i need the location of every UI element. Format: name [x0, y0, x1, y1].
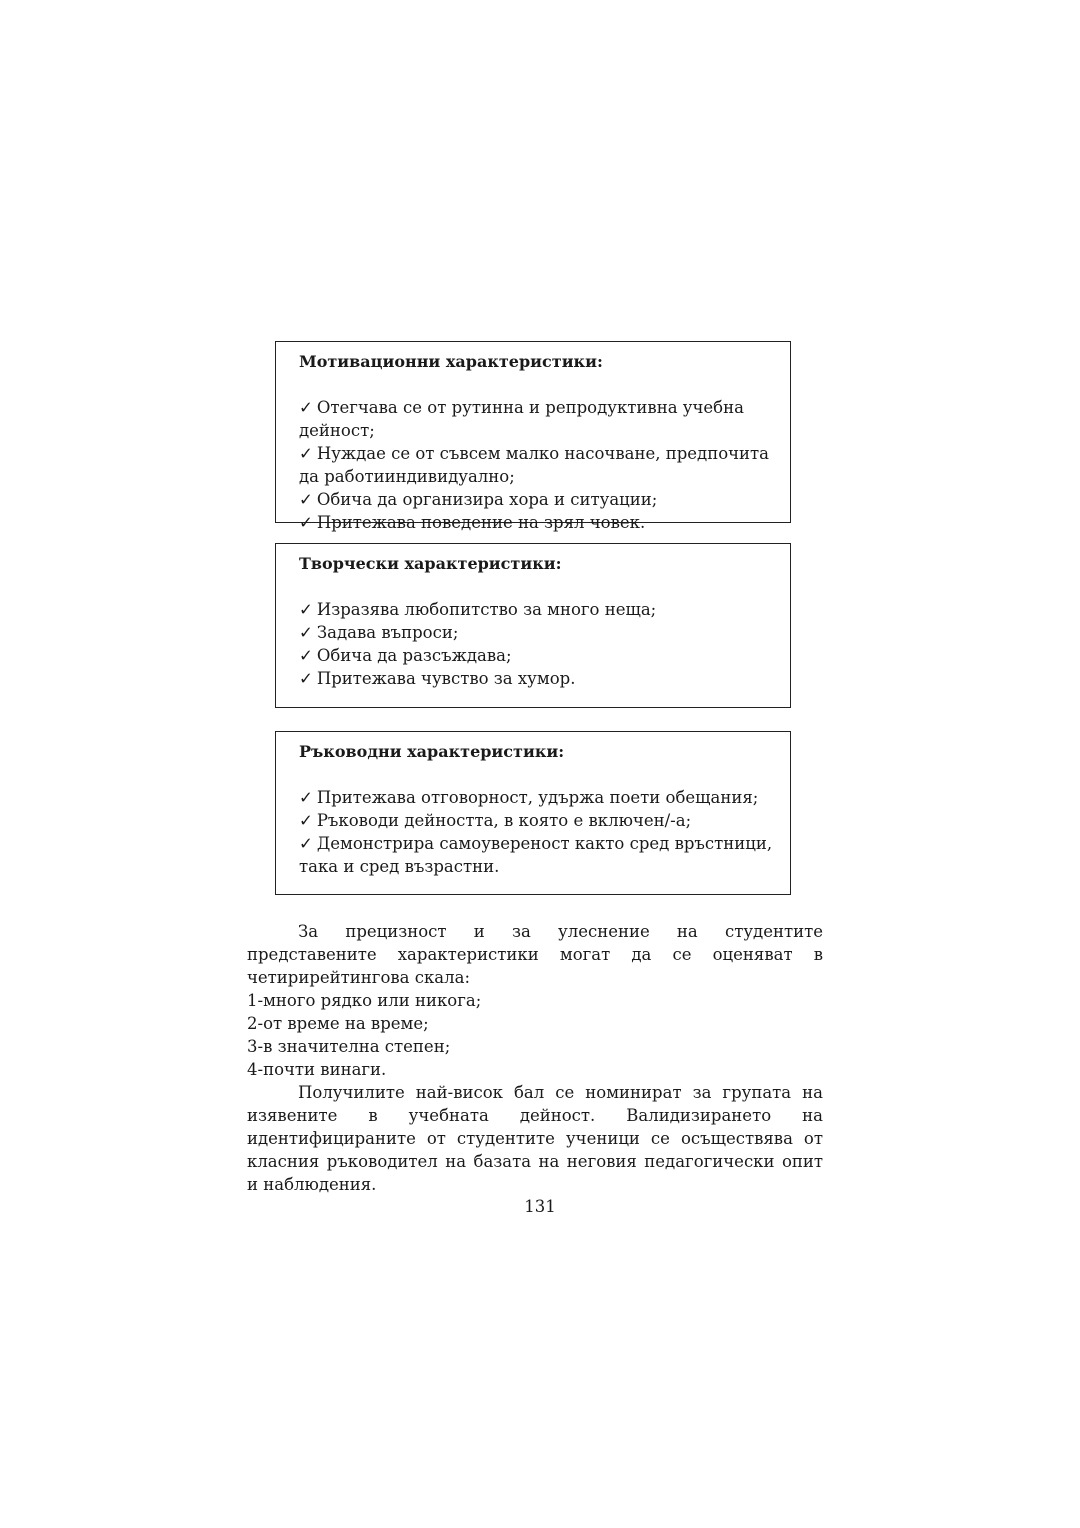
- check-icon: ✓: [299, 444, 313, 463]
- list-item: ✓ Притежава отговорност, удържа поети обещания;: [299, 788, 759, 807]
- list-item: ✓ Отегчава се от рутинна и репродуктивна учебна дейност;: [299, 398, 744, 440]
- leadership-list: [299, 786, 782, 878]
- list-item: ✓ Изразява любопитство за много неща;: [299, 600, 657, 619]
- check-icon: ✓: [299, 490, 313, 509]
- check-icon: ✓: [299, 513, 313, 532]
- list-item: ✓ Демонстрира самоувереност както сред връстници, така и сред възрастни.: [299, 834, 773, 876]
- creative-title: Творчески характеристики:: [299, 554, 562, 573]
- check-icon: ✓: [299, 600, 313, 619]
- check-icon: ✓: [299, 788, 313, 807]
- list-item: ✓ Обича да организира хора и ситуации;: [299, 490, 658, 509]
- list-item: ✓ Притежава чувство за хумор.: [299, 669, 576, 688]
- motivation-title: Мотивационни характеристики:: [299, 352, 603, 371]
- conclusion-paragraph: Получилите най-висок бал се номинират за групата на изявените в учебната дейност. Валидизирането на идентифицираните от студентите ученици се осъществява от класния ръководител на базата на неговия педагогически опит и наблюдения.: [247, 1083, 823, 1194]
- scale-item-4: 4-почти винаги.: [247, 1060, 387, 1079]
- page-number: 131: [524, 1197, 556, 1216]
- creative-box: [275, 543, 791, 708]
- check-icon: ✓: [299, 398, 313, 417]
- motivation-list: [299, 396, 782, 534]
- check-icon: ✓: [299, 669, 313, 688]
- motivation-box: [275, 341, 791, 532]
- scale-item-2: 2-от време на време;: [247, 1014, 429, 1033]
- check-icon: ✓: [299, 623, 313, 642]
- body-text: [247, 920, 823, 1196]
- list-item: ✓ Обича да разсъждава;: [299, 646, 512, 665]
- check-icon: ✓: [299, 834, 313, 853]
- leadership-box: [275, 731, 791, 895]
- leadership-title: Ръководни характеристики:: [299, 742, 565, 761]
- list-item: ✓ Задава въпроси;: [299, 623, 459, 642]
- list-item: ✓ Притежава поведение на зрял човек.: [299, 513, 646, 532]
- scale-item-3: 3-в значителна степен;: [247, 1037, 451, 1056]
- check-icon: ✓: [299, 811, 313, 830]
- list-item: ✓ Нуждае се от съвсем малко насочване, предпочита да работииндивидуално;: [299, 444, 770, 486]
- check-icon: ✓: [299, 646, 313, 665]
- intro-paragraph: За прецизност и за улеснение на студентите представените характеристики могат да се оценяват в четирирейтингова скала:: [247, 922, 823, 987]
- creative-list: [299, 598, 782, 690]
- scale-item-1: 1-много рядко или никога;: [247, 991, 482, 1010]
- list-item: ✓ Ръководи дейността, в която е включен/-а;: [299, 811, 692, 830]
